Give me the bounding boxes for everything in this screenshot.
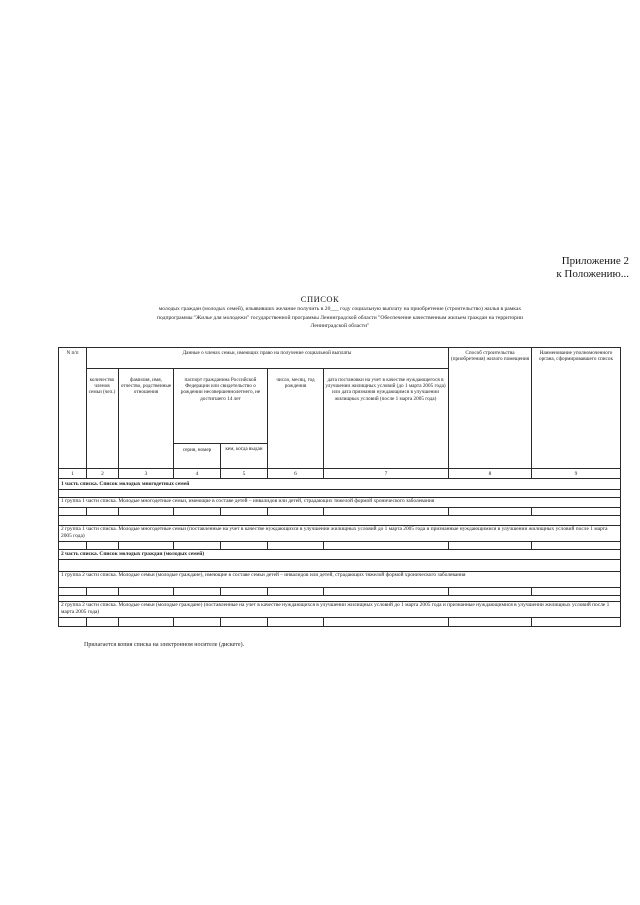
col-number: 8 — [488, 471, 492, 477]
cell-rule — [448, 507, 449, 515]
col-date-header: дата постановки на учет в качестве нуждающегося в улучшении жилищных условий (до 1 марта 2005 года) или дата признания нуждающимся в улучшении жилищных условий (после 1 марта 2005 года) — [325, 377, 446, 402]
cell-rule — [267, 587, 268, 595]
cell-rule — [118, 541, 119, 549]
col-number: 9 — [574, 471, 578, 477]
col-number: 2 — [101, 471, 104, 477]
cell-rule — [173, 617, 174, 626]
col-number: 1 — [71, 471, 74, 477]
appendix-line-1: Приложение 2 — [561, 255, 629, 267]
footer-note: Прилагается копия списка на электронном носителе (дискете). — [84, 642, 245, 648]
cell-rule — [220, 507, 221, 515]
column-rule — [86, 347, 87, 478]
col-series-header: серия, номер — [182, 447, 212, 453]
part2-group2: 2 группа 2 части списка. Молодые семьи (молодые граждане) (поставленные на учет в качестве нуждающихся в улучшении жилищных условий до 1 марта 2005 года и признанные нуждающимися в улучшении жилищных условий после 1 марта 2005 года) — [61, 602, 610, 615]
col-number: 6 — [294, 471, 297, 477]
col-passport-header: паспорт гражданина Российской Федерации или свидетельство о рождении несовершеннолетнего, не достигшего 14 лет — [180, 377, 261, 402]
list-table — [58, 347, 621, 627]
column-rule — [267, 368, 268, 478]
part2-heading: 2 часть списка. Список молодых граждан (молодых семей) — [61, 551, 205, 557]
cell-rule — [86, 587, 87, 595]
cell-rule — [448, 541, 449, 549]
cell-rule — [118, 507, 119, 515]
col-fio-header: фамилия, имя, отчество, родственные отношения — [120, 377, 172, 396]
cell-rule — [448, 617, 449, 626]
part2-group1: 1 группа 2 части списка. Молодые семьи (молодые граждане), имеющие в составе семьи детей – инвалидов или детей, страдающих тяжелой формой хронического заболевания — [61, 572, 466, 578]
cell-rule — [267, 617, 268, 626]
cell-rule — [323, 541, 324, 549]
column-rule — [118, 368, 119, 478]
cell-rule — [86, 507, 87, 515]
cell-rule — [531, 587, 532, 595]
cell-rule — [323, 617, 324, 626]
col-birth-header: число, месяц, год рождения — [276, 377, 315, 390]
col-count-header: количество членов семьи (чел.) — [88, 377, 116, 396]
col-authority-header: Наименование уполномоченного органа, сформировавшего список — [539, 350, 613, 363]
cell-rule — [173, 541, 174, 549]
row-rule — [58, 617, 621, 618]
col-issued-header: кем, когда выдан — [225, 446, 263, 452]
cell-rule — [267, 541, 268, 549]
cell-rule — [267, 507, 268, 515]
cell-rule — [323, 587, 324, 595]
column-rule — [173, 368, 174, 478]
cell-rule — [86, 541, 87, 549]
cell-rule — [220, 541, 221, 549]
part1-heading: 1 часть списка. Список молодых многодетных семей — [61, 481, 190, 487]
column-rule — [323, 368, 324, 478]
table-border — [58, 347, 59, 627]
cell-rule — [86, 617, 87, 626]
col-num-header: N п/п — [66, 350, 79, 356]
table-border — [58, 626, 621, 627]
row-rule — [58, 549, 621, 550]
header-rule — [58, 468, 621, 469]
row-rule — [58, 587, 621, 588]
column-rule — [448, 347, 449, 478]
part1-group1: 1 группа 1 части списка. Молодые многодетные семьи, имеющие в составе детей – инвалидов или детей, страдающих тяжелой формой хронического заболевания — [61, 498, 435, 504]
cell-rule — [531, 507, 532, 515]
col-number: 4 — [195, 471, 199, 477]
row-rule — [58, 541, 621, 542]
row-rule — [58, 515, 621, 516]
document-subtitle: молодых граждан (молодых семей), изъявивших желание получить в 20___ году социальную выплату на приобретение (строительство) жилья в рамках подпрограммы "Жилье для молодежи" государственной программы Ленинградской области "Обеспечение качественным жильем граждан на территории Ленинградской области" — [157, 306, 523, 329]
column-rule — [531, 347, 532, 478]
appendix-caption — [556, 255, 629, 281]
col-number: 3 — [144, 471, 148, 477]
row-rule — [58, 595, 621, 596]
cell-rule — [323, 507, 324, 515]
cell-rule — [118, 587, 119, 595]
row-rule — [58, 489, 621, 490]
cell-rule — [118, 617, 119, 626]
table-border — [620, 347, 621, 627]
row-rule — [58, 559, 621, 560]
row-rule — [58, 507, 621, 508]
part1-group2: 2 группа 1 части списка. Молодые многодетные семьи (поставленные на учет в качестве нуждающихся в улучшении жилищных условий до 1 марта 2005 года и признанные нуждающимися в улучшении жилищных условий после 1 марта 2005 года) — [61, 526, 608, 539]
cell-rule — [531, 617, 532, 626]
table-border — [58, 347, 621, 348]
col-members-group-header: Данные о членах семьи, имеющих право на получение социальной выплаты — [182, 350, 352, 356]
header-rule — [58, 478, 621, 479]
document-title: СПИСОК — [300, 294, 340, 304]
cell-rule — [220, 587, 221, 595]
cell-rule — [531, 541, 532, 549]
cell-rule — [173, 587, 174, 595]
cell-rule — [448, 587, 449, 595]
col-number: 5 — [242, 471, 246, 477]
cell-rule — [220, 617, 221, 626]
appendix-line-2: к Положению... — [556, 268, 629, 280]
cell-rule — [173, 507, 174, 515]
col-method-header: Способ строительства (приобретения) жилого помещения — [450, 350, 530, 363]
col-number: 7 — [384, 471, 388, 477]
